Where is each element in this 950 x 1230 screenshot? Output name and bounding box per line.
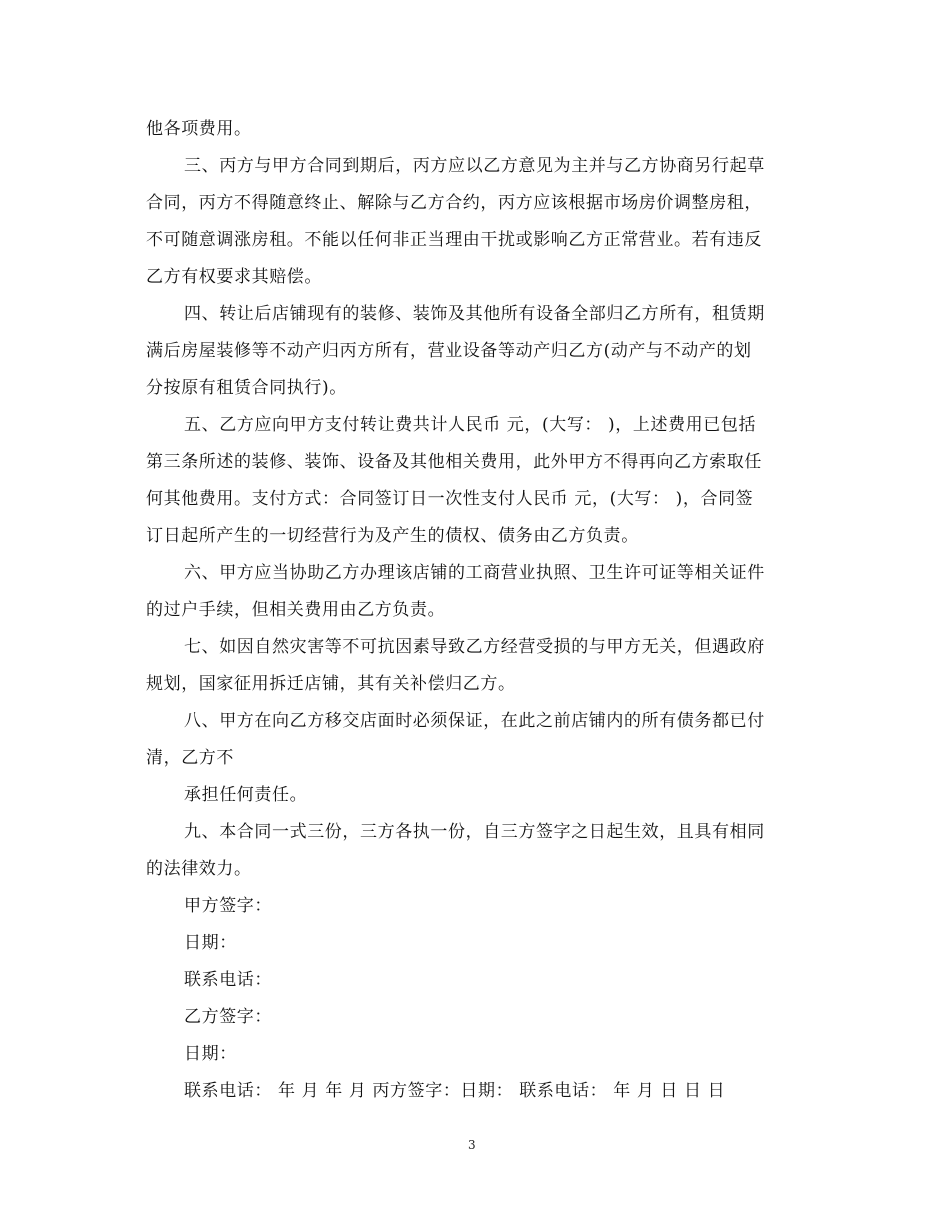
clause-7-line: 七、如因自然灾害等不可抗因素导致乙方经营受损的与甲方无关，但遇政府 [184,637,765,657]
party-a-phone-label: 联系电话： [184,970,272,990]
clause-9-line: 九、本合同一式三份，三方各执一份，自三方签字之日起生效，且具有相同 [184,822,765,842]
paragraph-line: 的过户手续，但相关费用由乙方负责。 [146,600,446,620]
paragraph-line: 规划，国家征用拆迁店铺，其有关补偿归乙方。 [146,674,516,694]
clause-4-line: 四、转让后店铺现有的装修、装饰及其他所有设备全部归乙方所有，租赁期 [184,304,765,324]
paragraph-line: 他各项费用。 [146,119,252,139]
party-a-date-label: 日期： [184,933,237,953]
paragraph-line: 承担任何责任。 [184,785,308,805]
paragraph-line: 不可随意调涨房租。不能以任何非正当理由干扰或影响乙方正常营业。若有违反 [146,230,762,250]
clause-6-line: 六、甲方应当协助乙方办理该店铺的工商营业执照、卫生许可证等相关证件 [184,563,765,583]
page-number: 3 [468,1138,476,1152]
clause-8-line: 八、甲方在向乙方移交店面时必须保证，在此之前店铺内的所有债务都已付 [184,711,765,731]
paragraph-line: 何其他费用。支付方式：合同签订日一次性支付人民币 元，(大写： )，合同签 [146,489,754,509]
paragraph-line: 第三条所述的装修、装饰、设备及其他相关费用，此外甲方不得再向乙方索取任 [146,452,762,472]
paragraph-line: 满后房屋装修等不动产归丙方所有，营业设备等动产归乙方(动产与不动产的划 [146,341,752,361]
clause-5-line: 五、乙方应向甲方支付转让费共计人民币 元，(大写： )，上述费用已包括 [184,415,757,435]
paragraph-line: 合同，丙方不得随意终止、解除与乙方合约，丙方应该根据市场房价调整房租， [146,193,762,213]
paragraph-line: 的法律效力。 [146,859,252,879]
paragraph-line: 分按原有租赁合同执行)。 [146,378,347,398]
paragraph-line: 订日起所产生的一切经营行为及产生的债权、债务由乙方负责。 [146,526,639,546]
party-b-date-label: 日期： [184,1044,237,1064]
paragraph-line: 清，乙方不 [146,748,234,768]
party-b-signature-label: 乙方签字： [184,1007,272,1027]
signature-summary-line: 联系电话： 年 月 年 月 丙方签字：日期： 联系电话： 年 月 日 日 日 [184,1081,726,1101]
paragraph-line: 乙方有权要求其赔偿。 [146,267,322,287]
clause-3-line: 三、丙方与甲方合同到期后，丙方应以乙方意见为主并与乙方协商另行起草 [184,156,765,176]
party-a-signature-label: 甲方签字： [184,896,272,916]
